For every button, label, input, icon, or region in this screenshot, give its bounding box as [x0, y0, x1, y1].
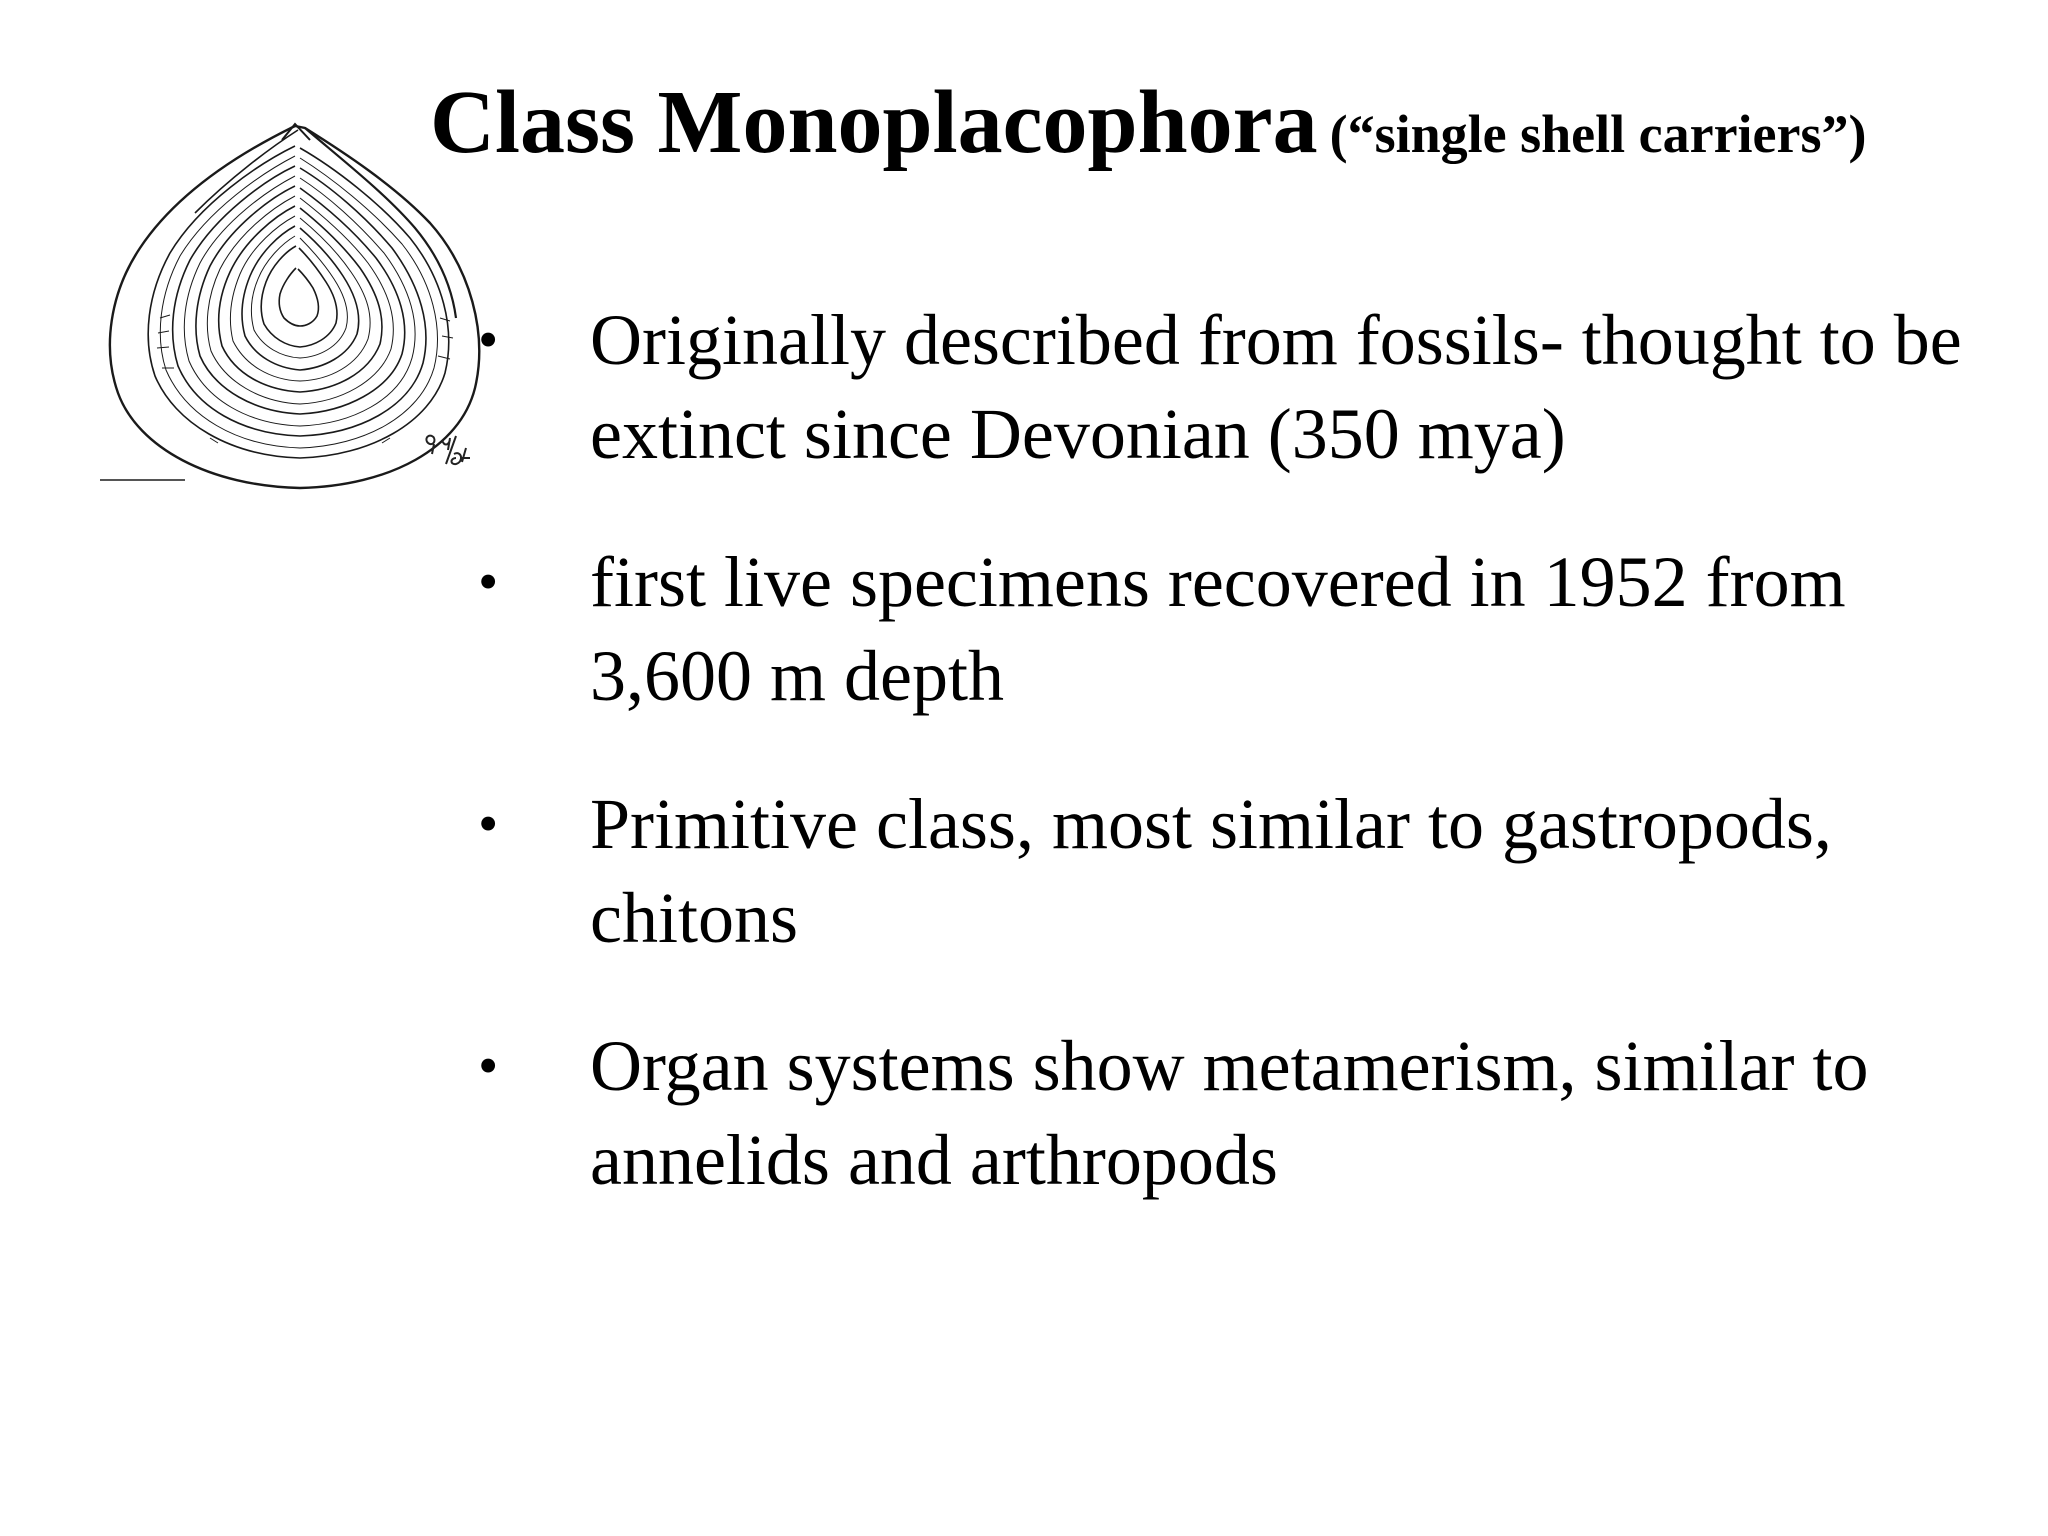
bullet-text: first live specimens recovered in 1952 from 3,600 m depth: [590, 542, 1846, 716]
bullet-dot-icon: •: [478, 549, 499, 614]
bullet-item: [478, 1019, 2018, 1207]
bullet-item: [478, 293, 2018, 481]
title-main: Class Monoplacophora: [430, 73, 1318, 172]
bullet-item: [478, 777, 2018, 965]
bullet-item: [478, 535, 2018, 723]
bullet-list: [478, 293, 2018, 1261]
shell-illustration: [100, 118, 500, 498]
title-subtitle: (“single shell carriers”): [1329, 104, 1867, 164]
artist-signature: [426, 436, 470, 464]
bullet-dot-icon: •: [478, 791, 499, 856]
bullet-text: Originally described from fossils- thought to be extinct since Devonian (350 mya): [590, 300, 1962, 474]
bullet-dot-icon: •: [478, 1033, 499, 1098]
bullet-dot-icon: •: [478, 307, 499, 372]
bullet-text: Organ systems show metamerism, similar to annelids and arthropods: [590, 1026, 1869, 1200]
slide-title: [430, 73, 1867, 172]
bullet-text: Primitive class, most similar to gastropods, chitons: [590, 784, 1832, 958]
